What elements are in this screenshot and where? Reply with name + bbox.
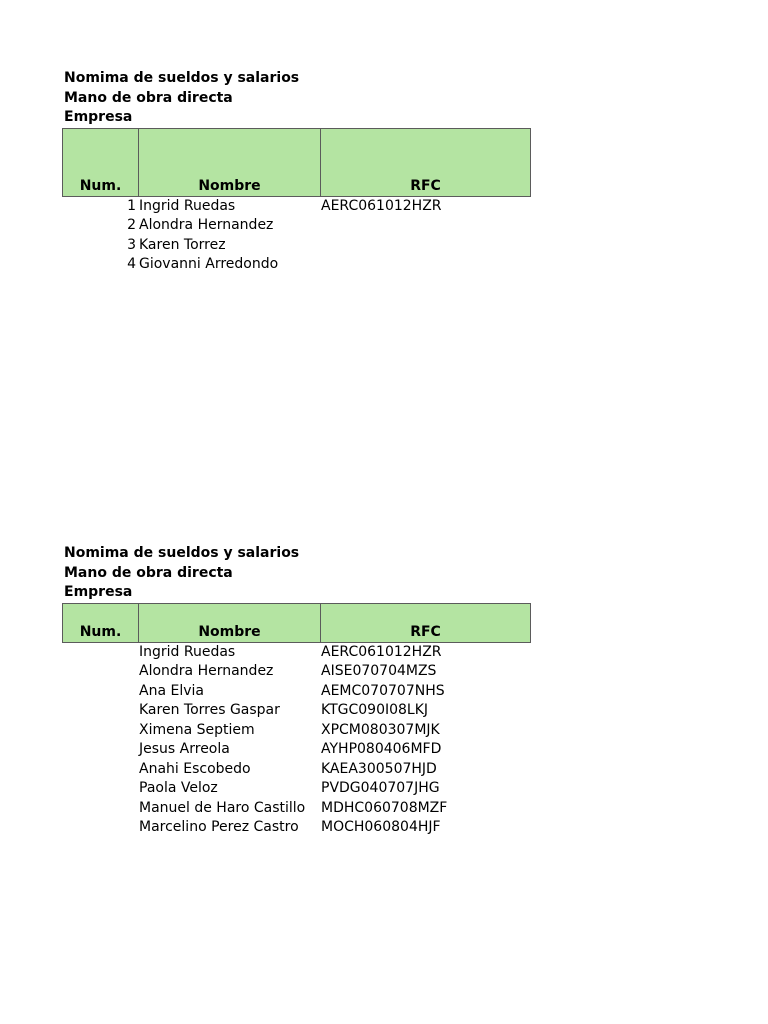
table-row[interactable]	[62, 197, 532, 217]
row-name-cell[interactable]: Alondra Hernandez	[139, 217, 274, 233]
row-num-cell[interactable]	[62, 818, 137, 838]
row-rfc-cell[interactable]	[319, 236, 529, 256]
row-num-cell[interactable]: 4	[127, 256, 136, 272]
row-name-cell[interactable]: Karen Torres Gaspar	[139, 702, 280, 718]
row-name-cell[interactable]: Ingrid Ruedas	[139, 643, 236, 660]
row-rfc-cell[interactable]: PVDG040707JHG	[321, 780, 440, 796]
row-name-cell[interactable]: Ximena Septiem	[139, 721, 255, 738]
row-rfc-cell[interactable]: MDHC060708MZF	[321, 799, 448, 816]
table-subtitle: Mano de obra directa	[64, 564, 233, 581]
row-num-cell[interactable]	[62, 760, 137, 780]
header-num[interactable]: Num.	[79, 177, 122, 194]
row-num-cell[interactable]	[62, 643, 137, 663]
table-row[interactable]	[62, 643, 532, 663]
row-num-cell[interactable]	[62, 779, 137, 799]
table-row[interactable]	[62, 721, 532, 741]
row-name-cell[interactable]: Paola Veloz	[139, 780, 218, 796]
row-rfc-cell[interactable]: AERC061012HZR	[321, 643, 442, 660]
row-num-cell[interactable]	[62, 682, 137, 702]
table-row[interactable]	[62, 255, 532, 275]
table-row[interactable]	[62, 740, 532, 760]
row-rfc-cell[interactable]: KTGC090I08LKJ	[321, 702, 429, 718]
company-label: Empresa	[64, 584, 133, 600]
table-row[interactable]	[62, 779, 532, 799]
table-header-row	[62, 603, 531, 643]
row-name-cell[interactable]: Alondra Hernandez	[139, 663, 274, 679]
row-num-cell[interactable]	[62, 721, 137, 741]
table-title: Nomima de sueldos y salarios	[64, 70, 300, 86]
row-rfc-cell[interactable]: MOCH060804HJF	[321, 819, 441, 835]
header-rfc[interactable]: RFC	[320, 604, 530, 642]
table-subtitle: Mano de obra directa	[64, 89, 233, 106]
row-name-cell[interactable]: Manuel de Haro Castillo	[139, 799, 306, 816]
table-body	[62, 197, 532, 275]
row-rfc-cell[interactable]: KAEA300507HJD	[321, 760, 437, 777]
table-row[interactable]	[62, 662, 532, 682]
row-name-cell[interactable]: Ana Elvia	[139, 682, 204, 699]
row-rfc-cell[interactable]: AEMC070707NHS	[321, 682, 445, 699]
header-rfc[interactable]: RFC	[320, 129, 530, 196]
row-num-cell[interactable]	[62, 701, 137, 721]
row-name-cell[interactable]: Anahi Escobedo	[139, 760, 251, 777]
table-row[interactable]	[62, 799, 532, 819]
row-name-cell[interactable]: Giovanni Arredondo	[139, 256, 279, 272]
row-rfc-cell[interactable]: AYHP080406MFD	[321, 741, 442, 757]
company-label: Empresa	[64, 109, 133, 125]
table-row[interactable]	[62, 236, 532, 256]
row-num-cell[interactable]	[62, 740, 137, 760]
row-rfc-cell[interactable]: XPCM080307MJK	[321, 721, 440, 738]
header-name[interactable]: Nombre	[138, 604, 320, 642]
row-rfc-cell[interactable]: AISE070704MZS	[321, 663, 437, 679]
table-row[interactable]	[62, 818, 532, 838]
row-rfc-cell[interactable]: AERC061012HZR	[321, 197, 442, 214]
table-title: Nomima de sueldos y salarios	[64, 545, 300, 561]
row-num-cell[interactable]: 2	[127, 217, 136, 233]
table-row[interactable]	[62, 216, 532, 236]
row-num-cell[interactable]: 1	[127, 197, 136, 214]
row-num-cell[interactable]	[62, 799, 137, 819]
payroll-table-1	[62, 69, 532, 275]
header-num[interactable]: Num.	[79, 623, 122, 640]
header-name[interactable]: Nombre	[138, 129, 320, 196]
table-row[interactable]	[62, 701, 532, 721]
payroll-table-2	[62, 544, 532, 838]
row-name-cell[interactable]: Ingrid Ruedas	[139, 197, 236, 214]
row-rfc-cell[interactable]	[319, 216, 529, 236]
table-row[interactable]	[62, 760, 532, 780]
row-name-cell[interactable]: Jesus Arreola	[139, 741, 230, 757]
table-header-row	[62, 128, 531, 197]
table-body	[62, 643, 532, 838]
row-rfc-cell[interactable]	[319, 255, 529, 275]
row-num-cell[interactable]	[62, 662, 137, 682]
row-name-cell[interactable]: Marcelino Perez Castro	[139, 819, 299, 835]
table-row[interactable]	[62, 682, 532, 702]
row-name-cell[interactable]: Karen Torrez	[139, 236, 226, 253]
row-num-cell[interactable]: 3	[127, 236, 136, 253]
